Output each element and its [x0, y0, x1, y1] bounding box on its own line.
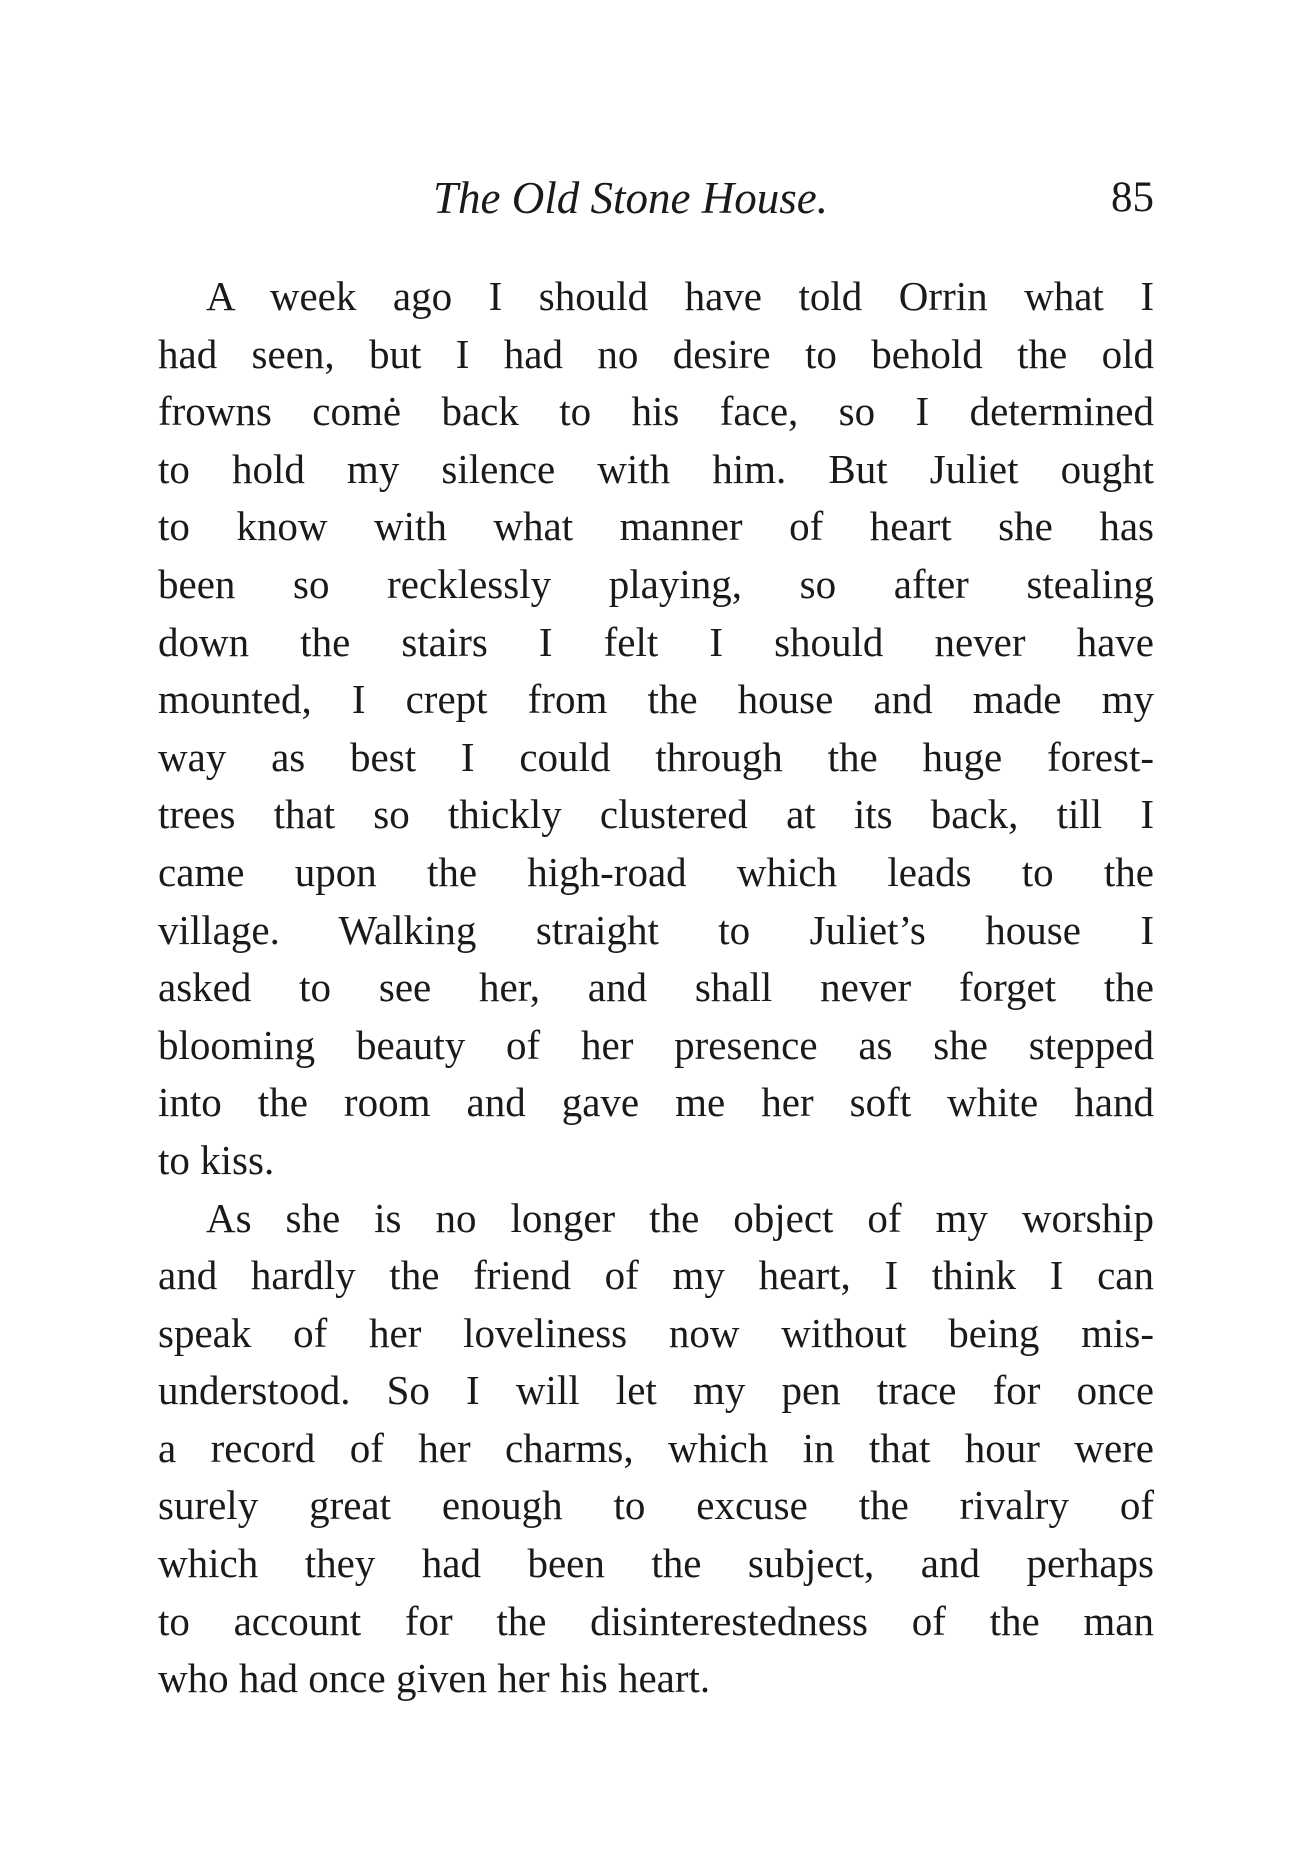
text-line: came upon the high-road which leads to the [158, 848, 1154, 895]
text-line: way as best I could through the huge forest- [158, 733, 1154, 780]
running-title: The Old Stone House. [433, 173, 828, 223]
text-line: A week ago I should have told Orrin what I [206, 273, 1154, 319]
text-line: blooming beauty of her presence as she stepped [158, 1021, 1154, 1068]
text-line: a record of her charms, which in that hour were [158, 1424, 1154, 1471]
text-line: and hardly the friend of my heart, I think I can [158, 1252, 1154, 1299]
text-line: to kiss. [158, 1136, 275, 1183]
text-line: mounted, I crept from the house and made my [158, 676, 1154, 723]
text-line: to hold my silence with him. But Juliet ought [158, 445, 1154, 492]
text-line: who had once given her his heart. [158, 1655, 711, 1702]
text-line: had seen, but I had no desire to behold the old [158, 330, 1154, 377]
text-line: village. Walking straight to Juliet’s house I [158, 906, 1154, 953]
text-line: down the stairs I felt I should never have [158, 618, 1154, 665]
text-line: understood. So I will let my pen trace for once [158, 1367, 1154, 1414]
paragraph-2 [158, 1190, 1154, 1708]
text-line: speak of her loveliness now without being mis- [158, 1309, 1154, 1356]
text-line: to account for the disinterestedness of the man [158, 1597, 1154, 1644]
text-line: trees that so thickly clustered at its back, till I [158, 791, 1154, 838]
text-line: asked to see her, and shall never forget the [158, 964, 1154, 1011]
body-text [158, 268, 1154, 1708]
text-line: surely great enough to excuse the rivalry of [158, 1482, 1154, 1529]
running-head [158, 168, 1154, 228]
text-line: been so recklessly playing, so after stealing [158, 560, 1154, 607]
paragraph-1 [158, 268, 1154, 1190]
text-line: into the room and gave me her soft white hand [158, 1079, 1154, 1126]
page-number: 85 [1111, 174, 1154, 221]
text-line: As she is no longer the object of my worship [206, 1194, 1154, 1241]
text-line: to know with what manner of heart she has [158, 503, 1154, 550]
text-line: frowns comė back to his face, so I determined [158, 388, 1154, 435]
text-line: which they had been the subject, and perhaps [158, 1540, 1154, 1587]
